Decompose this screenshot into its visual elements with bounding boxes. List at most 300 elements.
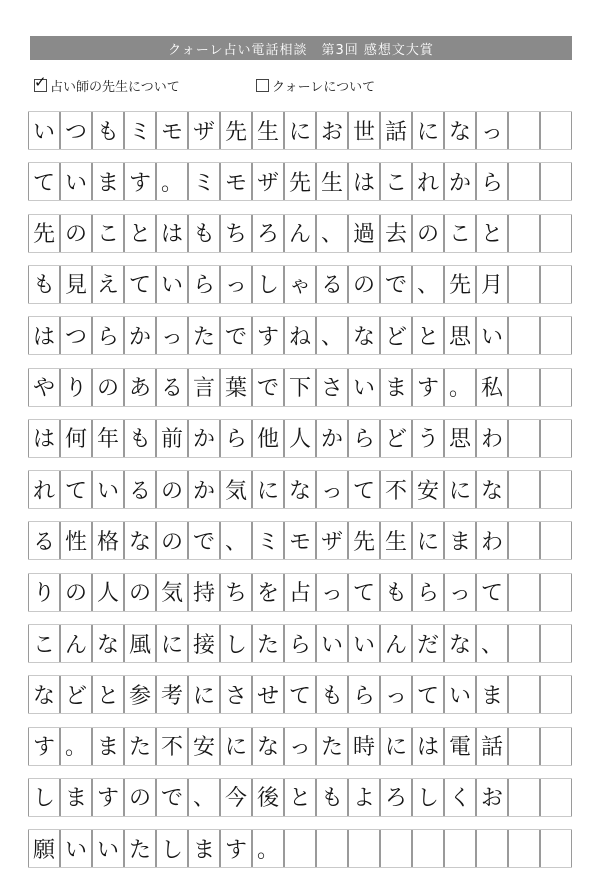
manuscript-cell: の bbox=[60, 214, 92, 252]
manuscript-cell: い bbox=[92, 829, 124, 867]
grid-line bbox=[28, 149, 572, 150]
manuscript-cell bbox=[540, 521, 572, 559]
manuscript-cell: す bbox=[252, 316, 284, 354]
manuscript-cell: ち bbox=[220, 214, 252, 252]
grid-line bbox=[28, 816, 572, 817]
manuscript-cell: ち bbox=[220, 573, 252, 611]
grid-line bbox=[28, 829, 572, 830]
manuscript-cell: に bbox=[412, 111, 444, 149]
manuscript-row bbox=[28, 368, 572, 406]
grid-line bbox=[28, 111, 572, 112]
manuscript-cell bbox=[508, 727, 540, 765]
manuscript-cell: を bbox=[252, 573, 284, 611]
manuscript-cell: 気 bbox=[156, 573, 188, 611]
manuscript-cell: っ bbox=[316, 470, 348, 508]
grid-line bbox=[28, 727, 572, 728]
manuscript-row bbox=[28, 419, 572, 457]
manuscript-cell: 接 bbox=[188, 624, 220, 662]
manuscript-cell: 葉 bbox=[220, 368, 252, 406]
manuscript-cell: 。 bbox=[156, 162, 188, 200]
manuscript-cell: っ bbox=[444, 573, 476, 611]
manuscript-cell: 世 bbox=[348, 111, 380, 149]
grid-line bbox=[28, 354, 572, 355]
manuscript-cell: に bbox=[284, 111, 316, 149]
manuscript-cell: 去 bbox=[380, 214, 412, 252]
manuscript-cell: す bbox=[220, 829, 252, 867]
manuscript-cell: り bbox=[60, 368, 92, 406]
manuscript-cell bbox=[284, 829, 316, 867]
manuscript-cell: 話 bbox=[476, 727, 508, 765]
manuscript-cell: モ bbox=[284, 521, 316, 559]
grid-line bbox=[28, 867, 572, 868]
manuscript-cell: 格 bbox=[92, 521, 124, 559]
manuscript-cell: た bbox=[252, 624, 284, 662]
manuscript-cell: ま bbox=[60, 778, 92, 816]
option-teacher[interactable] bbox=[34, 73, 180, 95]
manuscript-cell: の bbox=[124, 573, 156, 611]
manuscript-cell: に bbox=[156, 624, 188, 662]
manuscript-cell: も bbox=[380, 573, 412, 611]
manuscript-cell: た bbox=[124, 829, 156, 867]
manuscript-cell bbox=[508, 368, 540, 406]
manuscript-cell: 人 bbox=[284, 419, 316, 457]
manuscript-cell: 思 bbox=[444, 316, 476, 354]
manuscript-grid bbox=[28, 111, 572, 869]
manuscript-cell bbox=[444, 829, 476, 867]
manuscript-cell: 。 bbox=[444, 368, 476, 406]
manuscript-row bbox=[28, 316, 572, 354]
manuscript-cell: だ bbox=[412, 624, 444, 662]
manuscript-row bbox=[28, 265, 572, 303]
manuscript-cell bbox=[508, 316, 540, 354]
manuscript-cell bbox=[540, 470, 572, 508]
manuscript-cell: 他 bbox=[252, 419, 284, 457]
manuscript-cell: れ bbox=[412, 162, 444, 200]
manuscript-cell: 先 bbox=[444, 265, 476, 303]
manuscript-cell: な bbox=[284, 470, 316, 508]
manuscript-cell: 下 bbox=[284, 368, 316, 406]
manuscript-cell bbox=[508, 265, 540, 303]
manuscript-cell bbox=[508, 214, 540, 252]
manuscript-cell: 。 bbox=[60, 727, 92, 765]
manuscript-cell: か bbox=[188, 419, 220, 457]
manuscript-cell: ミ bbox=[188, 162, 220, 200]
grid-line bbox=[28, 521, 572, 522]
manuscript-cell bbox=[380, 829, 412, 867]
manuscript-cell: も bbox=[92, 111, 124, 149]
manuscript-cell: で bbox=[380, 265, 412, 303]
manuscript-cell: ら bbox=[220, 419, 252, 457]
option-cuore[interactable] bbox=[256, 76, 375, 95]
manuscript-cell: こ bbox=[380, 162, 412, 200]
manuscript-cell: な bbox=[28, 675, 60, 713]
manuscript-cell: 思 bbox=[444, 419, 476, 457]
manuscript-row bbox=[28, 573, 572, 611]
grid-line bbox=[28, 508, 572, 509]
manuscript-cell: 今 bbox=[220, 778, 252, 816]
manuscript-cell: る bbox=[124, 470, 156, 508]
manuscript-cell: も bbox=[316, 778, 348, 816]
grid-line bbox=[28, 675, 572, 676]
manuscript-cell: 不 bbox=[380, 470, 412, 508]
manuscript-cell: 何 bbox=[60, 419, 92, 457]
manuscript-cell: ど bbox=[380, 419, 412, 457]
manuscript-cell: い bbox=[316, 624, 348, 662]
manuscript-cell: ら bbox=[412, 573, 444, 611]
grid-line bbox=[28, 624, 572, 625]
manuscript-cell: ら bbox=[348, 419, 380, 457]
manuscript-cell: 前 bbox=[156, 419, 188, 457]
manuscript-cell: 風 bbox=[124, 624, 156, 662]
manuscript-cell: ん bbox=[284, 214, 316, 252]
manuscript-cell: て bbox=[412, 675, 444, 713]
manuscript-cell: 、 bbox=[412, 265, 444, 303]
grid-line bbox=[28, 778, 572, 779]
manuscript-cell: せ bbox=[252, 675, 284, 713]
manuscript-cell: に bbox=[252, 470, 284, 508]
manuscript-cell: ね bbox=[284, 316, 316, 354]
manuscript-cell: 生 bbox=[316, 162, 348, 200]
manuscript-cell: ザ bbox=[188, 111, 220, 149]
grid-line bbox=[28, 316, 572, 317]
manuscript-cell: も bbox=[316, 675, 348, 713]
manuscript-cell: 私 bbox=[476, 368, 508, 406]
manuscript-cell: ど bbox=[380, 316, 412, 354]
manuscript-cell: の bbox=[124, 778, 156, 816]
manuscript-cell bbox=[540, 368, 572, 406]
manuscript-cell: の bbox=[92, 368, 124, 406]
manuscript-cell: 、 bbox=[316, 316, 348, 354]
manuscript-cell: 安 bbox=[188, 727, 220, 765]
manuscript-cell: ん bbox=[60, 624, 92, 662]
manuscript-cell: に bbox=[412, 521, 444, 559]
manuscript-cell bbox=[508, 111, 540, 149]
manuscript-cell: な bbox=[444, 111, 476, 149]
manuscript-cell: と bbox=[124, 214, 156, 252]
manuscript-cell: の bbox=[60, 573, 92, 611]
manuscript-cell: 持 bbox=[188, 573, 220, 611]
manuscript-cell: 考 bbox=[156, 675, 188, 713]
manuscript-cell: 安 bbox=[412, 470, 444, 508]
manuscript-cell: て bbox=[28, 162, 60, 200]
topic-options bbox=[34, 73, 570, 98]
manuscript-cell: ミ bbox=[124, 111, 156, 149]
manuscript-cell: か bbox=[444, 162, 476, 200]
manuscript-cell: モ bbox=[220, 162, 252, 200]
manuscript-cell: は bbox=[348, 162, 380, 200]
manuscript-cell: て bbox=[348, 573, 380, 611]
manuscript-cell: 願 bbox=[28, 829, 60, 867]
manuscript-row bbox=[28, 778, 572, 816]
manuscript-cell: す bbox=[92, 778, 124, 816]
manuscript-cell: も bbox=[28, 265, 60, 303]
manuscript-cell: か bbox=[124, 316, 156, 354]
manuscript-cell: い bbox=[60, 162, 92, 200]
manuscript-cell: こ bbox=[444, 214, 476, 252]
manuscript-cell: 過 bbox=[348, 214, 380, 252]
manuscript-cell bbox=[540, 265, 572, 303]
grid-line bbox=[28, 470, 572, 471]
manuscript-cell: は bbox=[412, 727, 444, 765]
manuscript-cell bbox=[316, 829, 348, 867]
manuscript-cell: 気 bbox=[220, 470, 252, 508]
manuscript-cell: 、 bbox=[476, 624, 508, 662]
manuscript-cell: る bbox=[28, 521, 60, 559]
grid-line bbox=[28, 252, 572, 253]
manuscript-cell: て bbox=[284, 675, 316, 713]
manuscript-cell: っ bbox=[284, 727, 316, 765]
manuscript-cell: お bbox=[476, 778, 508, 816]
manuscript-cell: た bbox=[188, 316, 220, 354]
manuscript-cell: ザ bbox=[252, 162, 284, 200]
manuscript-cell: も bbox=[124, 419, 156, 457]
manuscript-cell: し bbox=[28, 778, 60, 816]
manuscript-cell: い bbox=[156, 265, 188, 303]
manuscript-cell: し bbox=[156, 829, 188, 867]
manuscript-cell: 、 bbox=[188, 778, 220, 816]
manuscript-row bbox=[28, 162, 572, 200]
manuscript-cell: か bbox=[188, 470, 220, 508]
manuscript-cell bbox=[412, 829, 444, 867]
manuscript-cell: で bbox=[188, 521, 220, 559]
grid-line bbox=[28, 265, 572, 266]
manuscript-cell bbox=[540, 214, 572, 252]
manuscript-cell: る bbox=[156, 368, 188, 406]
manuscript-cell bbox=[476, 829, 508, 867]
manuscript-cell: と bbox=[476, 214, 508, 252]
manuscript-cell: っ bbox=[380, 675, 412, 713]
manuscript-cell: れ bbox=[28, 470, 60, 508]
manuscript-cell: い bbox=[444, 675, 476, 713]
manuscript-row bbox=[28, 214, 572, 252]
manuscript-cell bbox=[540, 573, 572, 611]
manuscript-cell: る bbox=[316, 265, 348, 303]
manuscript-cell: や bbox=[28, 368, 60, 406]
manuscript-cell: 不 bbox=[156, 727, 188, 765]
manuscript-cell: く bbox=[444, 778, 476, 816]
manuscript-cell: り bbox=[28, 573, 60, 611]
manuscript-row bbox=[28, 470, 572, 508]
manuscript-cell bbox=[540, 829, 572, 867]
manuscript-cell bbox=[540, 778, 572, 816]
manuscript-cell: と bbox=[92, 675, 124, 713]
manuscript-cell bbox=[540, 111, 572, 149]
manuscript-cell: ザ bbox=[316, 521, 348, 559]
manuscript-cell: 時 bbox=[348, 727, 380, 765]
manuscript-cell: よ bbox=[348, 778, 380, 816]
manuscript-cell: し bbox=[220, 624, 252, 662]
manuscript-cell: ど bbox=[60, 675, 92, 713]
manuscript-cell: い bbox=[476, 316, 508, 354]
manuscript-cell: 話 bbox=[380, 111, 412, 149]
manuscript-cell bbox=[540, 675, 572, 713]
manuscript-cell: す bbox=[28, 727, 60, 765]
option-teacher-label: 占い師の先生について bbox=[50, 80, 180, 95]
manuscript-cell: う bbox=[412, 419, 444, 457]
manuscript-cell: つ bbox=[60, 111, 92, 149]
manuscript-cell: っ bbox=[156, 316, 188, 354]
manuscript-cell: な bbox=[476, 470, 508, 508]
manuscript-cell bbox=[508, 162, 540, 200]
manuscript-cell: 先 bbox=[28, 214, 60, 252]
manuscript-cell bbox=[508, 675, 540, 713]
manuscript-row bbox=[28, 727, 572, 765]
option-teacher-checkbox[interactable] bbox=[34, 73, 47, 92]
manuscript-cell: 、 bbox=[316, 214, 348, 252]
manuscript-cell: ま bbox=[380, 368, 412, 406]
manuscript-cell: し bbox=[412, 778, 444, 816]
manuscript-cell bbox=[508, 573, 540, 611]
manuscript-cell: で bbox=[220, 316, 252, 354]
grid-line bbox=[28, 303, 572, 304]
manuscript-cell: 性 bbox=[60, 521, 92, 559]
manuscript-cell: は bbox=[28, 316, 60, 354]
manuscript-cell: っ bbox=[316, 573, 348, 611]
manuscript-cell bbox=[348, 829, 380, 867]
grid-line bbox=[28, 162, 572, 163]
manuscript-cell: し bbox=[252, 265, 284, 303]
manuscript-cell: モ bbox=[156, 111, 188, 149]
manuscript-cell bbox=[540, 727, 572, 765]
manuscript-cell: さ bbox=[220, 675, 252, 713]
manuscript-cell: ら bbox=[92, 316, 124, 354]
manuscript-cell: ミ bbox=[252, 521, 284, 559]
manuscript-cell: と bbox=[412, 316, 444, 354]
grid-line bbox=[28, 611, 572, 612]
manuscript-cell: な bbox=[348, 316, 380, 354]
option-cuore-checkbox[interactable] bbox=[256, 79, 269, 92]
manuscript-cell: の bbox=[156, 521, 188, 559]
manuscript-cell: な bbox=[444, 624, 476, 662]
manuscript-row bbox=[28, 111, 572, 149]
manuscript-row bbox=[28, 675, 572, 713]
manuscript-cell: に bbox=[444, 470, 476, 508]
manuscript-cell: い bbox=[348, 624, 380, 662]
manuscript-cell bbox=[540, 624, 572, 662]
manuscript-cell: で bbox=[156, 778, 188, 816]
grid-line bbox=[28, 457, 572, 458]
option-cuore-label: クォーレについて bbox=[272, 80, 376, 95]
manuscript-cell bbox=[540, 419, 572, 457]
manuscript-cell bbox=[508, 521, 540, 559]
manuscript-cell: ろ bbox=[380, 778, 412, 816]
manuscript-row bbox=[28, 521, 572, 559]
manuscript-cell: 月 bbox=[476, 265, 508, 303]
manuscript-cell: て bbox=[476, 573, 508, 611]
manuscript-cell: ま bbox=[188, 829, 220, 867]
header-title: クォーレ占い電話相談 第3回 感想文大賞 bbox=[168, 42, 434, 58]
manuscript-cell bbox=[508, 778, 540, 816]
manuscript-cell: な bbox=[252, 727, 284, 765]
manuscript-cell bbox=[540, 316, 572, 354]
manuscript-cell: ん bbox=[380, 624, 412, 662]
manuscript-cell: た bbox=[124, 727, 156, 765]
manuscript-cell: す bbox=[412, 368, 444, 406]
manuscript-cell: 後 bbox=[252, 778, 284, 816]
manuscript-cell: こ bbox=[92, 214, 124, 252]
manuscript-cell: 参 bbox=[124, 675, 156, 713]
manuscript-cell: ま bbox=[444, 521, 476, 559]
manuscript-cell: て bbox=[348, 470, 380, 508]
grid-line bbox=[28, 559, 572, 560]
grid-line bbox=[28, 214, 572, 215]
checkmark-icon: ✓ bbox=[34, 73, 47, 91]
manuscript-cell: ま bbox=[92, 162, 124, 200]
manuscript-cell: 。 bbox=[252, 829, 284, 867]
manuscript-cell: た bbox=[316, 727, 348, 765]
manuscript-cell: な bbox=[92, 624, 124, 662]
manuscript-cell: い bbox=[92, 470, 124, 508]
manuscript-cell: に bbox=[380, 727, 412, 765]
manuscript-cell: ま bbox=[476, 675, 508, 713]
manuscript-cell: と bbox=[284, 778, 316, 816]
manuscript-cell: 年 bbox=[92, 419, 124, 457]
manuscript-cell bbox=[508, 470, 540, 508]
manuscript-row bbox=[28, 829, 572, 867]
manuscript-cell bbox=[540, 162, 572, 200]
manuscript-cell: い bbox=[28, 111, 60, 149]
manuscript-cell: 生 bbox=[380, 521, 412, 559]
manuscript-row bbox=[28, 624, 572, 662]
manuscript-cell: に bbox=[188, 675, 220, 713]
manuscript-cell: っ bbox=[220, 265, 252, 303]
grid-line bbox=[28, 713, 572, 714]
manuscript-cell: あ bbox=[124, 368, 156, 406]
manuscript-cell: こ bbox=[28, 624, 60, 662]
manuscript-cell: ら bbox=[188, 265, 220, 303]
manuscript-cell: 、 bbox=[220, 521, 252, 559]
manuscript-cell bbox=[508, 419, 540, 457]
manuscript-cell: ろ bbox=[252, 214, 284, 252]
manuscript-cell: の bbox=[412, 214, 444, 252]
manuscript-cell: 見 bbox=[60, 265, 92, 303]
manuscript-cell: の bbox=[156, 470, 188, 508]
manuscript-cell: ゃ bbox=[284, 265, 316, 303]
manuscript-cell: か bbox=[316, 419, 348, 457]
manuscript-cell: で bbox=[252, 368, 284, 406]
grid-line bbox=[28, 662, 572, 663]
manuscript-cell: す bbox=[124, 162, 156, 200]
grid-line bbox=[28, 765, 572, 766]
manuscript-cell bbox=[508, 829, 540, 867]
grid-line bbox=[28, 419, 572, 420]
manuscript-cell: お bbox=[316, 111, 348, 149]
manuscript-cell: 生 bbox=[252, 111, 284, 149]
grid-line bbox=[28, 406, 572, 407]
manuscript-cell: っ bbox=[476, 111, 508, 149]
manuscript-cell: つ bbox=[60, 316, 92, 354]
manuscript-cell: ら bbox=[348, 675, 380, 713]
manuscript-cell: 占 bbox=[284, 573, 316, 611]
manuscript-cell: の bbox=[348, 265, 380, 303]
manuscript-cell: 言 bbox=[188, 368, 220, 406]
manuscript-cell: は bbox=[156, 214, 188, 252]
manuscript-cell: わ bbox=[476, 521, 508, 559]
manuscript-cell: わ bbox=[476, 419, 508, 457]
manuscript-cell: て bbox=[60, 470, 92, 508]
manuscript-cell: 人 bbox=[92, 573, 124, 611]
grid-line bbox=[28, 200, 572, 201]
manuscript-cell: て bbox=[124, 265, 156, 303]
grid-line bbox=[28, 573, 572, 574]
manuscript-cell: ま bbox=[92, 727, 124, 765]
manuscript-cell: い bbox=[348, 368, 380, 406]
manuscript-cell: な bbox=[124, 521, 156, 559]
manuscript-cell: ら bbox=[476, 162, 508, 200]
manuscript-cell: に bbox=[220, 727, 252, 765]
manuscript-cell: ら bbox=[284, 624, 316, 662]
grid-line bbox=[28, 368, 572, 369]
